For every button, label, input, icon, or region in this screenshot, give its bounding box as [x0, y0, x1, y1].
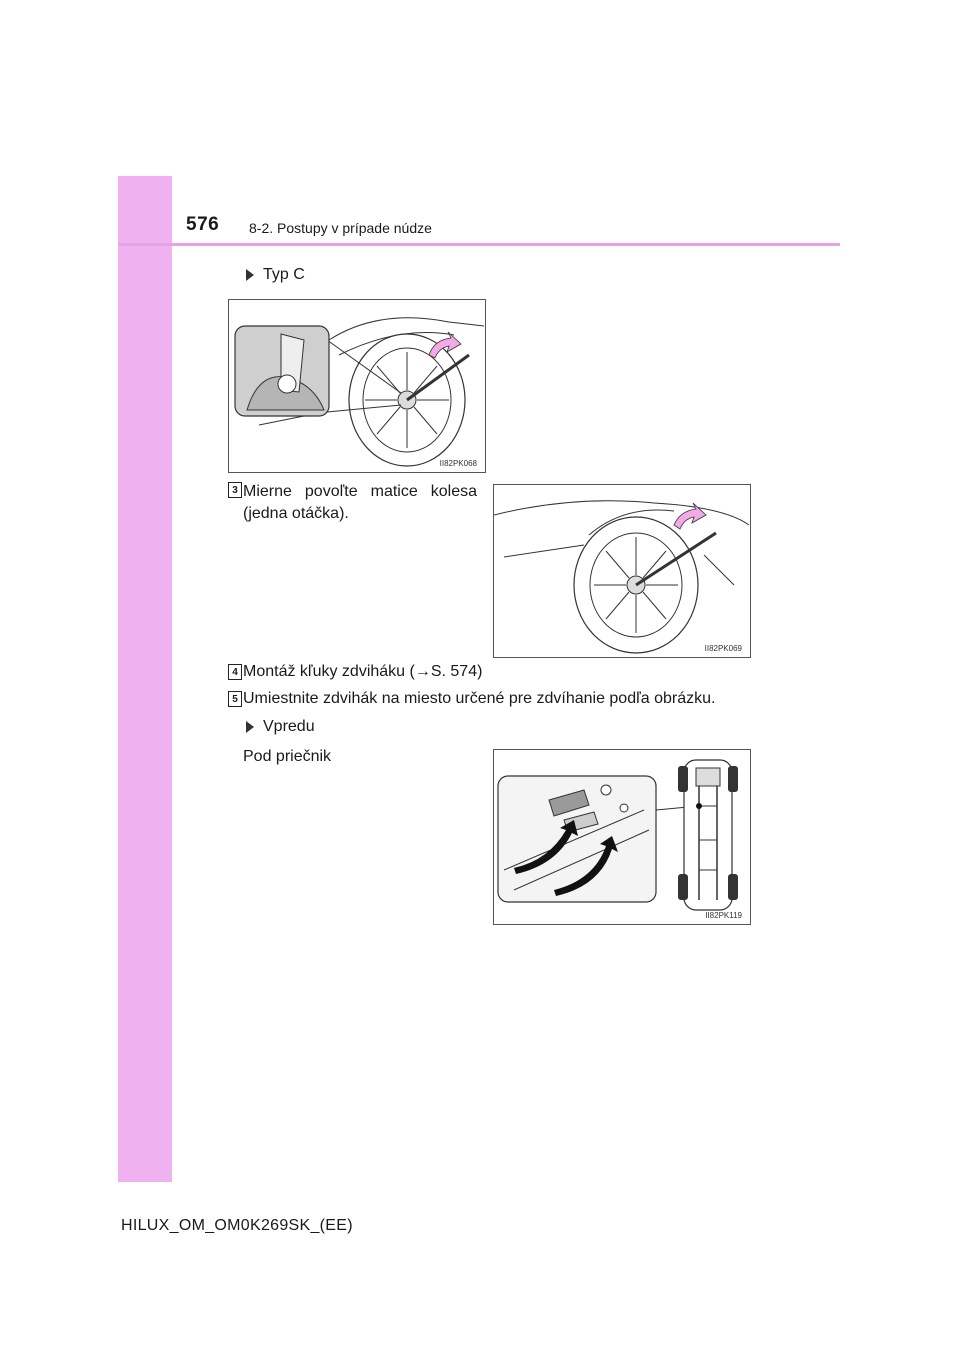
front-jack-point-illustration: [494, 750, 750, 924]
front-text: Vpredu: [263, 718, 315, 735]
triangle-bullet-icon: [246, 269, 254, 281]
header-rule: [118, 243, 840, 246]
step-number-5: 5: [228, 691, 242, 707]
front-position-text: Pod priečnik: [243, 748, 332, 765]
side-tab-strip: [118, 176, 172, 1182]
figure-front-jack-point: [493, 749, 751, 925]
type-c-label: [246, 266, 305, 284]
triangle-bullet-icon: [246, 721, 254, 733]
figure-type-c-wheel: [228, 299, 486, 473]
step-3-text: Mierne povoľte matice kolesa (jedna otáčka).: [243, 483, 477, 522]
loosen-nuts-illustration: [494, 485, 750, 657]
figure-code: II82PK069: [704, 644, 742, 653]
step-number-3: 3: [228, 482, 242, 498]
step-number-4: 4: [228, 664, 242, 680]
figure-code: II82PK119: [705, 911, 742, 920]
figure-code: II82PK068: [439, 459, 477, 468]
section-title: 8-2. Postupy v prípade núdze: [249, 220, 432, 236]
front-label: [246, 718, 315, 736]
wheel-nut-detail-illustration: [229, 300, 485, 472]
step-5-text: Umiestnite zdvihák na miesto určené pre zdvíhanie podľa obrázku.: [243, 690, 716, 707]
type-c-text: Typ C: [263, 266, 305, 283]
step-4-text: Montáž kľuky zdviháku (→S. 574): [243, 663, 483, 680]
page-number: 576: [186, 214, 220, 235]
figure-loosen-wheel-nuts: [493, 484, 751, 658]
footer-doc-code: HILUX_OM_OM0K269SK_(EE): [121, 1217, 353, 1234]
